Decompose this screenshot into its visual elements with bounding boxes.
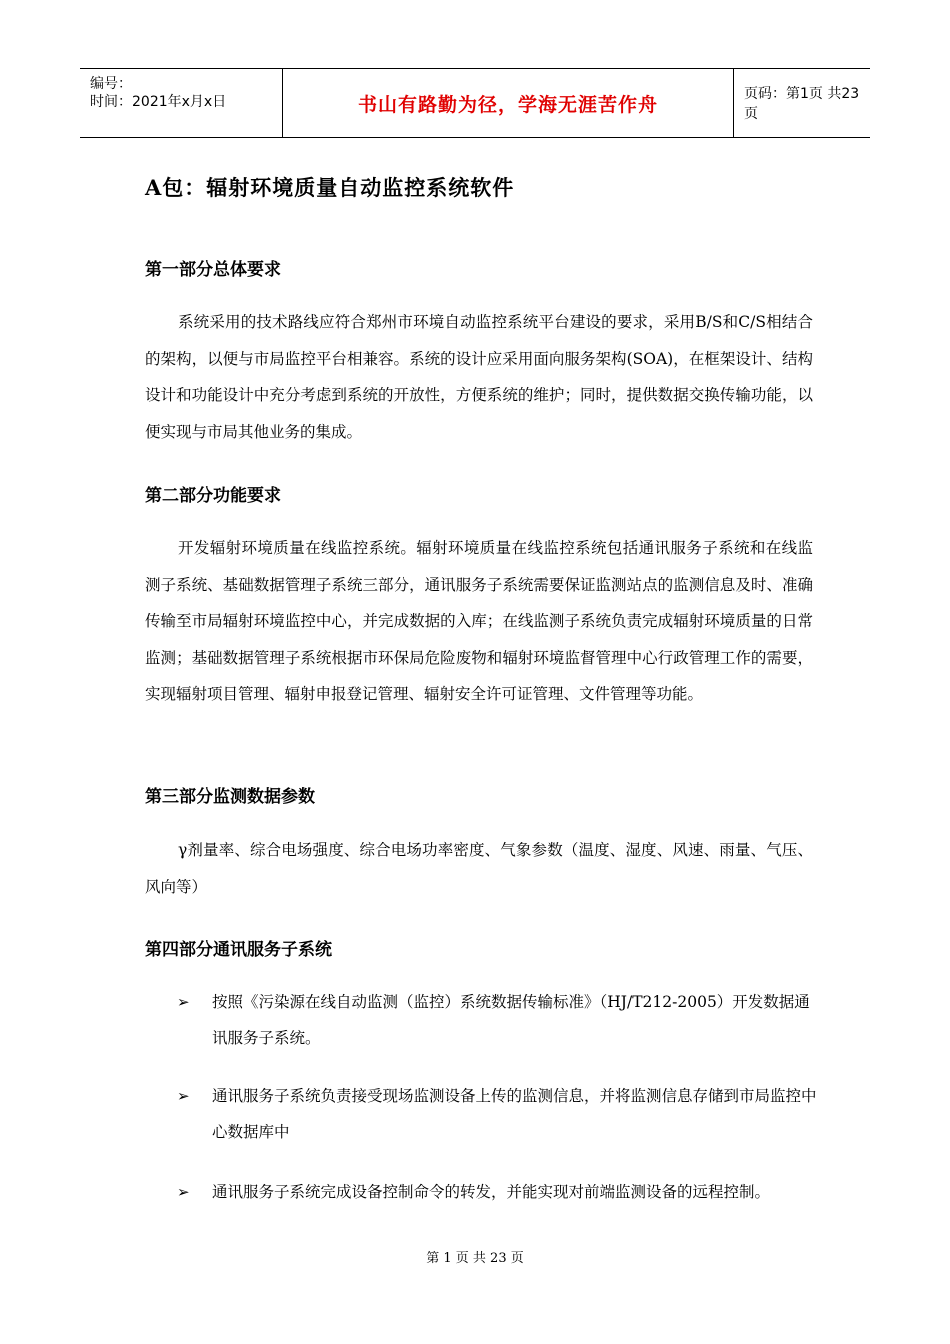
- bullet-item-2: 通讯服务子系统负责接受现场监测设备上传的监测信息，并将监测信息存储到市局监控中心数据库中: [212, 1087, 817, 1141]
- header-motto-cell: [282, 69, 734, 137]
- section-paragraph-2: 开发辐射环境质量在线监控系统。辐射环境质量在线监控系统包括通讯服务子系统和在线监测子系统、基础数据管理子系统三部分，通讯服务子系统需要保证监测站点的监测信息及时、准确传输至市局辐射环境监控中心，并完成数据的入库；在线监测子系统负责完成辐射环境质量的日常监测；基础数据管理子系统根据市环保局危险废物和辐射环境监督管理中心行政管理工作的需要，实现辐射项目管理、辐射申报登记管理、辐射安全许可证管理、文件管理等功能。: [145, 539, 813, 703]
- number-label: 编号：: [90, 76, 132, 92]
- section-heading-3: 第三部分监测数据参数: [145, 787, 315, 807]
- bullet-icon: ➢: [177, 1087, 190, 1105]
- bullet-item-1: 按照《污染源在线自动监测（监控）系统数据传输标准》（HJ/T212-2005）开发数据通讯服务子系统。: [212, 993, 810, 1047]
- page-info: 页码：第1页 共23页: [744, 86, 860, 122]
- time-label: 时间：2021年x月x日: [90, 94, 227, 110]
- section-heading-2: 第二部分功能要求: [145, 486, 281, 506]
- section-heading-4: 第四部分通讯服务子系统: [145, 940, 332, 960]
- motto: 书山有路勤为径，学海无涯苦作舟: [357, 93, 658, 116]
- page-footer: 第 1 页 共 23 页: [426, 1251, 524, 1266]
- bullet-icon: ➢: [177, 993, 190, 1011]
- section-paragraph-3: γ剂量率、综合电场强度、综合电场功率密度、气象参数（温度、湿度、风速、雨量、气压、风向等）: [145, 841, 813, 896]
- bullet-icon: ➢: [177, 1183, 190, 1201]
- header-page-info: [734, 69, 870, 137]
- section-paragraph-1: 系统采用的技术路线应符合郑州市环境自动监控系统平台建设的要求，采用B/S和C/S相结合的架构，以便与市局监控平台相兼容。系统的设计应采用面向服务架构(SOA)，在框架设计、结构设计和功能设计中充分考虑到系统的开放性，方便系统的维护；同时，提供数据交换传输功能，以便实现与市局其他业务的集成。: [145, 313, 813, 441]
- document-title: A包：辐射环境质量自动监控系统软件: [145, 175, 515, 200]
- header-table: [80, 68, 870, 138]
- section-heading-1: 第一部分总体要求: [145, 260, 281, 280]
- bullet-item-3: 通讯服务子系统完成设备控制命令的转发，并能实现对前端监测设备的远程控制。: [212, 1183, 771, 1201]
- header-meta: [80, 69, 282, 137]
